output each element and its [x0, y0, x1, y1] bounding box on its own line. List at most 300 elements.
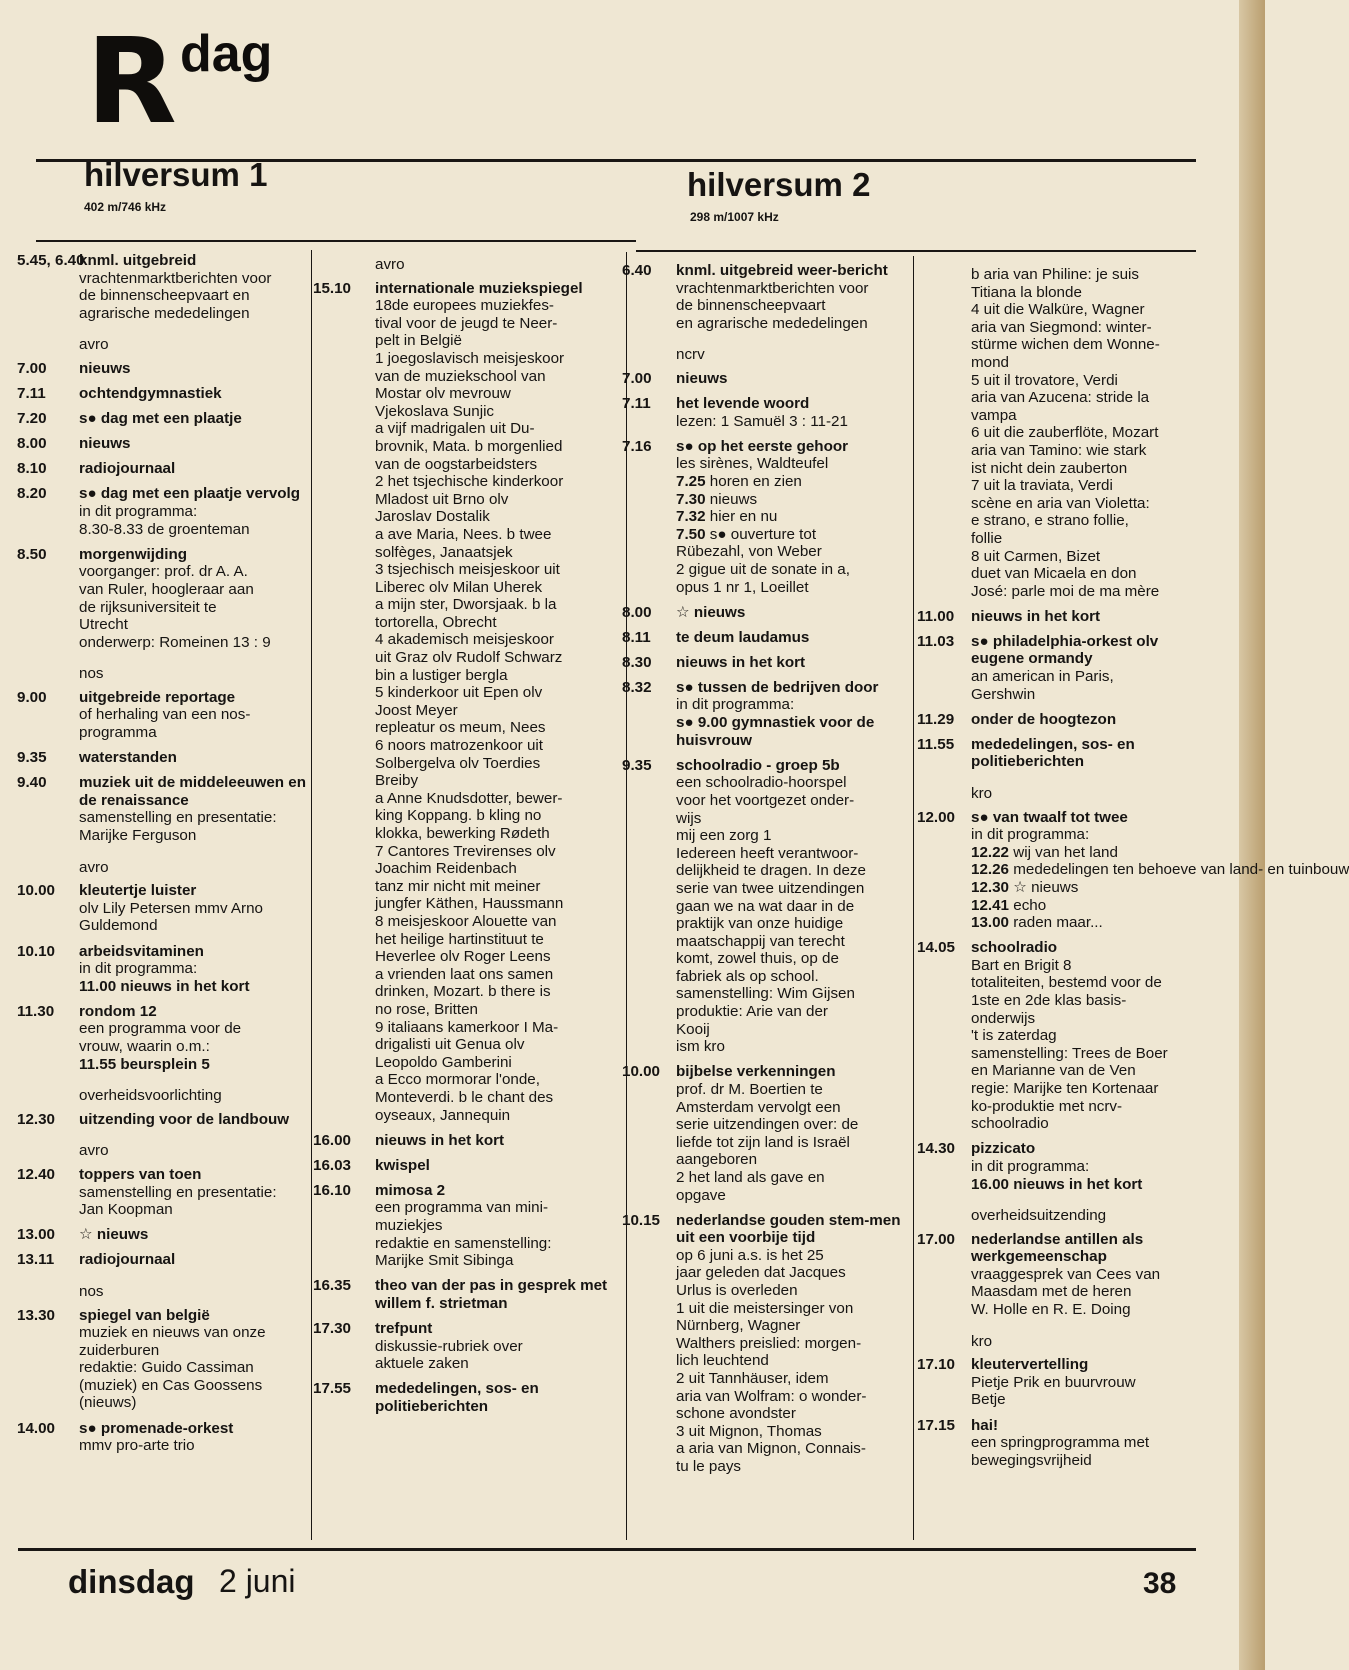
programme-time: 13.11 — [17, 1251, 55, 1269]
programme-title: ☆ nieuws — [79, 1226, 149, 1244]
programme-detail: lezen: 1 Samuël 3 : 11-21 — [676, 412, 848, 430]
programme-entry — [622, 629, 914, 647]
programme-detail: Titiana la blonde — [971, 283, 1082, 301]
programme-entry — [622, 654, 914, 672]
programme-entry — [917, 939, 1215, 1133]
programme-entry — [17, 943, 307, 996]
programme-entry — [622, 679, 914, 749]
programme-detail: van de oogstarbeidsters — [375, 455, 538, 473]
programme-entry — [17, 1003, 307, 1073]
programme-title: mededelingen, sos- en politieberichten — [375, 1380, 539, 1415]
programme-entry — [622, 370, 914, 388]
programme-time: 16.00 — [313, 1131, 352, 1149]
programme-title: te deum laudamus — [676, 628, 810, 646]
programme-entry — [622, 757, 914, 1056]
programme-detail: aktuele zaken — [375, 1355, 469, 1373]
programme-entry — [17, 1307, 307, 1413]
programme-detail: ist nicht dein zauberton — [971, 459, 1128, 477]
column-h2-right — [917, 266, 1349, 1477]
programme-entry — [917, 711, 1215, 729]
programme-continuation — [917, 266, 1215, 600]
programme-time: 13.00 — [17, 1226, 56, 1244]
programme-detail: diskussie-rubriek over — [375, 1337, 523, 1355]
programme-detail: 2 gigue uit de sonate in a, — [676, 560, 850, 578]
programme-detail: prof. dr M. Boertien te — [676, 1080, 823, 1098]
programme-time: 12.00 — [917, 808, 956, 826]
programme-detail: scène en aria van Violetta: — [971, 494, 1150, 512]
programme-detail: drigalisti uit Genua olv — [375, 1036, 525, 1054]
programme-title: arbeidsvitaminen — [79, 942, 204, 960]
programme-entry — [17, 1226, 307, 1244]
programme-time: 17.15 — [917, 1416, 956, 1434]
programme-detail: aria van Azucena: stride la — [971, 389, 1150, 407]
sub-item-time: 12.41 — [971, 896, 1010, 914]
programme-detail: 1 uit die meistersinger von — [676, 1299, 854, 1317]
programme-title: nederlandse gouden stem-men uit een voorbije tijd — [676, 1211, 901, 1247]
programme-entry — [917, 1231, 1215, 1319]
programme-time: 17.55 — [313, 1380, 352, 1398]
sub-item — [971, 897, 1215, 915]
programme-time: 7.11 — [17, 385, 46, 403]
programme-time: 11.55 — [917, 735, 955, 753]
programme-detail: 't is zaterdag — [971, 1027, 1057, 1045]
programme-title: s● philadelphia-orkest olv eugene ormandy — [971, 632, 1159, 668]
programme-entry — [622, 395, 914, 430]
programme-title: s● tussen de bedrijven door — [676, 678, 879, 696]
programme-detail: pelt in België — [375, 332, 462, 350]
programme-title: bijbelse verkenningen — [676, 1063, 836, 1081]
programme-detail: a Anne Knudsdotter, bewer- — [375, 789, 563, 807]
programme-detail: uit Graz olv Rudolf Schwarz — [375, 649, 563, 667]
programme-detail: 5 kinderkoor uit Epen olv — [375, 684, 543, 702]
programme-detail: bin a lustiger bergla — [375, 666, 508, 684]
logo-word: dag — [180, 25, 273, 83]
programme-detail: of herhaling van een nos- — [79, 706, 251, 724]
programme-detail: muziekjes — [375, 1216, 443, 1234]
programme-detail: Monteverdi. b le chant des — [375, 1088, 554, 1106]
programme-time: 16.35 — [313, 1277, 352, 1295]
programme-time: 8.00 — [17, 435, 47, 453]
sub-item — [971, 844, 1215, 862]
footer-date: 2 juni — [219, 1563, 296, 1599]
sub-item-time: 12.26 — [971, 861, 1010, 879]
network-label: avro — [79, 336, 109, 354]
sub-item-text: ☆ nieuws — [1013, 879, 1079, 896]
programme-time: 16.03 — [313, 1156, 352, 1174]
programme-detail: duet van Micaela en don — [971, 565, 1137, 583]
network-label: avro — [375, 256, 405, 273]
programme-detail: fabriek als op school. — [676, 967, 819, 985]
programme-time: 9.00 — [17, 688, 47, 706]
programme-title: ochtendgymnastiek — [79, 385, 222, 403]
programme-time: 14.00 — [17, 1419, 56, 1437]
programme-entry — [17, 1111, 307, 1129]
programme-time: 12.40 — [17, 1165, 56, 1183]
programme-detail: tanz mir nicht mit meiner — [375, 877, 541, 895]
programme-detail: Jan Koopman — [79, 1201, 173, 1219]
programme-detail: 4 uit die Walküre, Wagner — [971, 301, 1145, 319]
sub-item-text: nieuws — [709, 490, 758, 508]
sub-item-text: horen en zien — [709, 472, 802, 490]
programme-detail: les sirènes, Waldteufel — [676, 455, 829, 473]
programme-detail: Joost Meyer — [375, 701, 458, 719]
programme-entry — [17, 1166, 307, 1219]
programme-detail: in dit programma: — [79, 503, 198, 521]
programme-title: radiojournaal — [79, 1251, 176, 1269]
programme-detail: schone avondster — [676, 1405, 796, 1423]
programme-detail: Leopoldo Gamberini — [375, 1053, 512, 1071]
programme-entry — [17, 435, 307, 453]
programme-detail: 1ste en 2de klas basis- — [971, 992, 1127, 1010]
programme-time: 12.30 — [17, 1110, 56, 1128]
programme-title: kleutervertelling — [971, 1356, 1089, 1374]
programme-detail: a ave Maria, Nees. b twee — [375, 525, 552, 543]
programme-time: 7.00 — [17, 359, 47, 377]
programme-detail: tu le pays — [676, 1457, 742, 1475]
programme-time: 7.16 — [622, 437, 652, 455]
programme-detail: 8 uit Carmen, Bizet — [971, 547, 1101, 565]
programme-detail: agrarische mededelingen — [79, 304, 250, 322]
programme-detail: en Marianne van de Ven — [971, 1062, 1136, 1080]
programme-entry — [622, 438, 914, 596]
programme-detail: en agrarische mededelingen — [676, 314, 868, 332]
sub-item-time: 13.00 — [971, 914, 1010, 932]
programme-detail: 2 het tsjechische kinderkoor — [375, 473, 564, 491]
programme-entry — [313, 1320, 613, 1373]
programme-time: 14.30 — [917, 1140, 956, 1158]
programme-detail: 6 uit die zauberflöte, Mozart — [971, 424, 1159, 442]
programme-detail: Pietje Prik en buurvrouw — [971, 1373, 1136, 1391]
programme-detail: 9 italiaans kamerkoor I Ma- — [375, 1018, 559, 1036]
programme-title: waterstanden — [79, 749, 177, 767]
programme-detail: vrachtenmarktberichten voor — [79, 269, 272, 287]
programme-time: 11.29 — [917, 710, 955, 728]
programme-time: 16.10 — [313, 1181, 352, 1199]
programme-detail: olv Lily Petersen mmv Arno — [79, 899, 264, 917]
programme-detail: 1 joegoslavisch meisjeskoor — [375, 349, 565, 367]
programme-detail: 5 uit il trovatore, Verdi — [971, 371, 1118, 389]
programme-detail: 7 uit la traviata, Verdi — [971, 477, 1113, 495]
programme-entry — [917, 808, 1349, 932]
programme-entry — [17, 1251, 307, 1269]
programme-time: 11.03 — [917, 632, 955, 650]
programme-title: s● dag met een plaatje vervolg — [79, 485, 301, 503]
programme-detail: liefde tot zijn land is Israël — [676, 1133, 850, 1151]
programme-detail: tortorella, Obrecht — [375, 613, 497, 631]
programme-detail: a vijf madrigalen uit Du- — [375, 420, 535, 438]
programme-entry — [313, 1157, 613, 1175]
programme-detail: gaan we na wat daar in de — [676, 897, 855, 915]
programme-time: 8.10 — [17, 460, 47, 478]
programme-title: nieuws — [79, 435, 131, 453]
programme-detail: drinken, Mozart. b there is — [375, 983, 551, 1001]
programme-detail: a Ecco mormorar l'onde, — [375, 1071, 540, 1089]
programme-detail: de rijksuniversiteit te — [79, 598, 217, 616]
programme-detail: bewegingsvrijheid — [971, 1451, 1092, 1469]
programme-title: uitzending voor de landbouw — [79, 1110, 290, 1128]
network-label: ncrv — [676, 346, 705, 364]
programme-detail: de binnenscheepvaart — [676, 297, 826, 315]
programme-title: nieuws in het kort — [971, 607, 1101, 625]
programme-detail: voorganger: prof. dr A. A. — [79, 563, 248, 581]
programme-detail: mij een zorg 1 — [676, 827, 772, 845]
programme-time: 10.15 — [622, 1211, 661, 1229]
programme-detail: Nürnberg, Wagner — [676, 1317, 801, 1335]
programme-detail: mond — [971, 353, 1009, 371]
programme-title: het levende woord — [676, 395, 810, 413]
sub-item-text: mededelingen ten behoeve van land- en tuinbouw — [1013, 861, 1349, 879]
programme-detail: onderwijs — [971, 1009, 1036, 1027]
programme-title: nederlandse antillen als werkgemeenschap — [971, 1230, 1144, 1266]
footer-rule — [18, 1548, 1196, 1551]
programme-detail: 2 uit Tannhäuser, idem — [676, 1369, 829, 1387]
programme-entry — [622, 1063, 914, 1204]
programme-time: 11.00 — [917, 607, 955, 625]
sub-item — [971, 879, 1215, 897]
programme-detail: in dit programma: — [971, 1157, 1090, 1175]
programme-entry — [17, 774, 307, 844]
sub-item-time: 7.25 — [676, 472, 706, 490]
network-label: nos — [79, 1282, 104, 1300]
programme-title: nieuws — [79, 359, 131, 377]
sub-item — [676, 508, 914, 526]
programme-entry — [917, 633, 1215, 703]
programme-detail: Joachim Reidenbach — [375, 860, 517, 878]
programme-detail: a vrienden laat ons samen — [375, 965, 554, 983]
programme-detail: 6 noors matrozenkoor uit — [375, 737, 543, 755]
programme-time: 10.00 — [622, 1063, 661, 1081]
programme-detail: Mostar olv mevrouw — [375, 385, 511, 403]
programme-highlight: s● 9.00 gymnastiek voor de huisvrouw — [676, 714, 875, 749]
programme-detail: vampa — [971, 406, 1017, 424]
programme-time: 9.35 — [622, 756, 652, 774]
programme-entry — [17, 546, 307, 652]
programme-detail: in dit programma: — [676, 696, 795, 714]
programme-detail: totaliteiten, bestemd voor de — [971, 974, 1162, 992]
r-logo: R — [86, 12, 173, 150]
programme-detail: samenstelling en presentatie: — [79, 1183, 277, 1201]
programme-title: s● op het eerste gehoor — [676, 437, 849, 455]
programme-detail: Guldemond — [79, 917, 158, 935]
programme-time: 8.50 — [17, 545, 47, 563]
programme-detail: komt, zowel thuis, op de — [676, 950, 839, 968]
programme-title: kleutertje luister — [79, 882, 197, 900]
programme-detail: opus 1 nr 1, Loeillet — [676, 578, 809, 596]
programme-detail: jaar geleden dat Jacques — [676, 1264, 846, 1282]
network-label: overheidsuitzending — [971, 1207, 1107, 1225]
programme-detail: opgave — [676, 1186, 726, 1204]
network-label: avro — [79, 858, 109, 876]
programme-title: radiojournaal — [79, 460, 176, 478]
programme-entry — [917, 1356, 1215, 1409]
sub-item — [971, 861, 1349, 879]
programme-highlight: 16.00 nieuws in het kort — [971, 1175, 1143, 1193]
page-number: 38 — [1143, 1567, 1177, 1600]
programme-title: rondom 12 — [79, 1002, 157, 1020]
programme-detail: het heilige hartinstituut te — [375, 930, 544, 948]
programme-detail: a aria van Mignon, Connais- — [676, 1440, 866, 1458]
programme-detail: Bart en Brigit 8 — [971, 956, 1072, 974]
programme-detail: ko-produktie met ncrv- — [971, 1097, 1123, 1115]
programme-title: nieuws in het kort — [375, 1131, 505, 1149]
programme-detail: king Koppang. b kling no — [375, 807, 542, 825]
programme-detail: samenstelling: Wim Gijsen — [676, 985, 855, 1003]
column-h2-left — [622, 262, 914, 1483]
programme-title: s● dag met een plaatje — [79, 410, 242, 428]
programme-detail: José: parle moi de ma mère — [971, 582, 1160, 600]
programme-time: 10.00 — [17, 882, 56, 900]
programme-entry — [17, 689, 307, 742]
programme-detail: 4 akademisch meisjeskoor — [375, 631, 554, 649]
programme-detail: van Ruler, hoogleraar aan — [79, 580, 254, 598]
programme-time: 8.20 — [17, 485, 47, 503]
programme-title: morgenwijding — [79, 545, 187, 563]
programme-detail: aria van Siegmond: winter- — [971, 318, 1152, 336]
programme-title: s● van twaalf tot twee — [971, 808, 1128, 826]
programme-time: 9.35 — [17, 749, 47, 767]
programme-detail: Jaroslav Dostalik — [375, 508, 490, 526]
programme-entry — [17, 360, 307, 378]
programme-detail: voor het voortgezet onder- — [676, 791, 855, 809]
sub-item-text: wij van het land — [1013, 843, 1118, 861]
programme-title: nieuws in het kort — [676, 653, 806, 671]
programme-entry — [313, 280, 613, 1125]
programme-detail: praktijk van onze huidige — [676, 915, 844, 933]
programme-detail: 7 Cantores Trevirenses olv — [375, 842, 556, 860]
programme-title: knml. uitgebreid — [79, 252, 197, 269]
programme-detail: a mijn ster, Dworsjaak. b la — [375, 596, 557, 614]
programme-detail: Amsterdam vervolgt een — [676, 1098, 841, 1116]
programme-time: 14.05 — [917, 939, 956, 957]
column-h1-left — [17, 252, 307, 1462]
programme-detail: Betje — [971, 1391, 1006, 1409]
header-rule-right — [636, 250, 1196, 252]
column-h1-right — [313, 256, 613, 1423]
programme-time: 8.00 — [622, 603, 652, 621]
programme-time: 5.45, 6.40 — [17, 252, 85, 269]
programme-detail: vrouw, waarin o.m.: — [79, 1037, 210, 1055]
programme-detail: jungfer Käthen, Haussmann — [375, 895, 564, 913]
programme-entry — [313, 1277, 613, 1312]
programme-detail: tival voor de jeugd te Neer- — [375, 314, 558, 332]
programme-title: knml. uitgebreid weer-bericht — [676, 262, 888, 279]
programme-title: mimosa 2 — [375, 1181, 446, 1199]
programme-entry — [17, 1420, 307, 1455]
programme-time: 10.10 — [17, 942, 56, 960]
programme-entry — [917, 608, 1215, 626]
programme-detail: 8.30-8.33 de groenteman — [79, 520, 250, 538]
programme-detail: Marijke Ferguson — [79, 827, 197, 845]
programme-detail: redaktie: Guido Cassiman — [79, 1359, 254, 1377]
programme-detail: Heverlee olv Roger Leens — [375, 948, 551, 966]
programme-entry — [917, 736, 1215, 771]
programme-detail: op 6 juni a.s. is het 25 — [676, 1246, 824, 1264]
programme-detail: b aria van Philine: je suis — [971, 266, 1139, 283]
programme-detail: 3 uit Mignon, Thomas — [676, 1422, 822, 1440]
programme-detail: oyseaux, Jannequin — [375, 1106, 511, 1124]
programme-detail: in dit programma: — [971, 826, 1090, 844]
programme-entry — [17, 460, 307, 478]
programme-time: 6.40 — [622, 262, 652, 279]
programme-entry — [313, 1380, 613, 1415]
sub-item-time: 12.30 — [971, 879, 1010, 896]
sub-item — [676, 491, 914, 509]
programme-detail: brovnik, Mata. b morgenlied — [375, 437, 563, 455]
programme-detail: Gershwin — [971, 685, 1036, 703]
programme-detail: een springprogramma met — [971, 1434, 1150, 1452]
network-label: kro — [971, 785, 993, 803]
programme-title: toppers van toen — [79, 1165, 202, 1183]
programme-time: 17.00 — [917, 1230, 956, 1248]
programme-detail: repleatur os meum, Nees — [375, 719, 546, 737]
programme-title: ☆ nieuws — [676, 603, 746, 621]
programme-detail: muziek en nieuws van onze — [79, 1324, 266, 1342]
programme-detail: 8 meisjeskoor Alouette van — [375, 912, 557, 930]
footer-day: dinsdag — [68, 1563, 195, 1600]
station-h2-freq: 298 m/1007 kHz — [690, 210, 779, 224]
programme-detail: an american in Paris, — [971, 668, 1114, 686]
programme-title: s● promenade-orkest — [79, 1419, 234, 1437]
programme-detail: een programma van mini- — [375, 1199, 549, 1217]
programme-detail: delijkheid te dragen. In deze — [676, 862, 866, 880]
programme-detail: samenstelling: Trees de Boer — [971, 1044, 1168, 1062]
programme-detail: no rose, Britten — [375, 1000, 478, 1018]
programme-detail: vraaggesprek van Cees van — [971, 1265, 1161, 1283]
programme-detail: aria van Tamino: wie stark — [971, 441, 1147, 459]
programme-detail: W. Holle en R. E. Doing — [971, 1301, 1131, 1319]
network-label: kro — [971, 1332, 993, 1350]
station-h1-name: hilversum 1 — [84, 156, 268, 193]
programme-detail: klokka, bewerking Rødeth — [375, 825, 550, 842]
programme-title: internationale muziekspiegel — [375, 279, 583, 297]
programme-detail: serie uitzendingen over: de — [676, 1116, 859, 1134]
sub-item — [971, 914, 1215, 932]
programme-entry — [17, 749, 307, 767]
programme-title: uitgebreide reportage — [79, 688, 236, 706]
sub-item-text: raden maar... — [1013, 914, 1103, 932]
sub-item-time: 7.30 — [676, 490, 706, 508]
programme-title: theo van der pas in gesprek met willem f. strietman — [375, 1277, 608, 1312]
programme-detail: 3 tsjechisch meisjeskoor uit — [375, 561, 560, 579]
programme-detail: Marijke Smit Sibinga — [375, 1252, 514, 1270]
programme-detail: een schoolradio-hoorspel — [676, 774, 847, 792]
network-label: avro — [79, 1142, 109, 1160]
network-label: nos — [79, 665, 104, 683]
programme-title: muziek uit de middeleeuwen en de renaissance — [79, 774, 307, 809]
programme-time: 11.30 — [17, 1002, 55, 1020]
programme-detail: Vjekoslava Sunjic — [375, 402, 495, 420]
programme-detail: Breiby — [375, 772, 419, 790]
programme-time: 8.30 — [622, 653, 652, 671]
programme-time: 17.30 — [313, 1319, 352, 1337]
programme-time: 15.10 — [313, 279, 352, 297]
sub-item-text: s● ouverture tot — [709, 525, 817, 543]
network-label: overheidsvoorlichting — [79, 1087, 222, 1105]
programme-entry — [17, 485, 307, 538]
programme-time: 8.32 — [622, 678, 652, 696]
programme-entry — [17, 252, 307, 322]
programme-detail: Rübezahl, von Weber — [676, 543, 822, 561]
programme-title: kwispel — [375, 1156, 430, 1174]
programme-detail: redaktie en samenstelling: — [375, 1234, 552, 1252]
programme-time: 7.00 — [622, 369, 652, 387]
sub-item — [676, 473, 914, 491]
sub-item — [676, 526, 914, 544]
programme-detail: een programma voor de — [79, 1020, 242, 1038]
programme-detail: zuiderburen — [79, 1341, 160, 1359]
programme-detail: programma — [79, 724, 157, 742]
programme-time: 7.20 — [17, 410, 47, 428]
